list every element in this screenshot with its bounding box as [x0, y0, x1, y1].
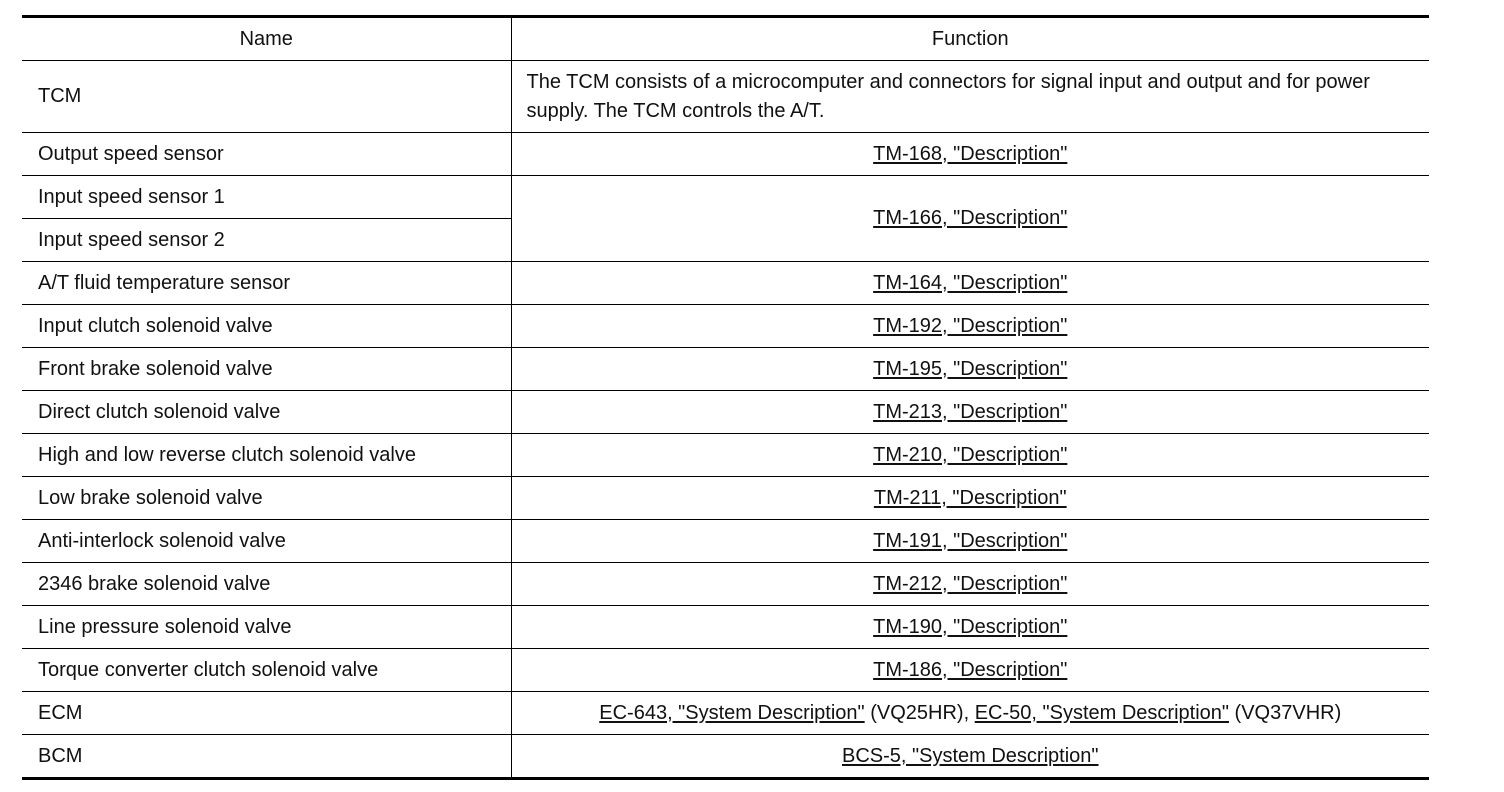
- description-link[interactable]: TM-191, "Description": [873, 529, 1068, 552]
- function-cell: [511, 606, 1429, 649]
- component-name: Line pressure solenoid valve: [22, 606, 511, 649]
- function-cell: [511, 262, 1429, 305]
- component-name: Input speed sensor 2: [22, 219, 511, 262]
- component-name: Direct clutch solenoid valve: [22, 391, 511, 434]
- function-cell: [511, 133, 1429, 176]
- description-link[interactable]: TM-212, "Description": [873, 572, 1068, 595]
- system-description-link-vq25hr[interactable]: EC-643, "System Description": [599, 701, 865, 724]
- description-link[interactable]: TM-211, "Description": [873, 486, 1067, 509]
- table-row: [22, 133, 1429, 176]
- engine-note-vq25hr: (VQ25HR): [870, 701, 964, 724]
- function-cell: EC-643, "System Description" (VQ25HR), EC-50, "System Description" (VQ37VHR): [511, 692, 1429, 735]
- description-link[interactable]: TM-210, "Description": [873, 443, 1068, 466]
- table-row: [22, 649, 1429, 692]
- component-name: Input speed sensor 1: [22, 176, 511, 219]
- name-column-header: Name: [22, 17, 511, 61]
- component-name: Anti-interlock solenoid valve: [22, 520, 511, 563]
- table-row: [22, 176, 1429, 219]
- component-name: High and low reverse clutch solenoid valve: [22, 434, 511, 477]
- table-row: [22, 735, 1429, 779]
- component-name: Torque converter clutch solenoid valve: [22, 649, 511, 692]
- table-row: [22, 262, 1429, 305]
- description-link[interactable]: TM-213, "Description": [873, 400, 1068, 423]
- table-row: [22, 61, 1429, 133]
- table-row: [22, 391, 1429, 434]
- function-cell: [511, 348, 1429, 391]
- engine-note-vq37vhr: (VQ37VHR): [1234, 701, 1342, 724]
- component-function-table: [22, 15, 1429, 780]
- description-link[interactable]: TM-190, "Description": [873, 615, 1068, 638]
- description-link[interactable]: TM-186, "Description": [873, 658, 1068, 681]
- table-row: [22, 563, 1429, 606]
- function-cell: [511, 391, 1429, 434]
- component-name: TCM: [22, 61, 511, 133]
- system-description-link-vq37vhr[interactable]: EC-50, "System Description": [974, 701, 1229, 724]
- table-row: [22, 520, 1429, 563]
- component-name: Low brake solenoid valve: [22, 477, 511, 520]
- function-cell: [511, 520, 1429, 563]
- function-cell: [511, 649, 1429, 692]
- description-link[interactable]: TM-166, "Description": [873, 207, 1068, 229]
- description-link[interactable]: TM-195, "Description": [873, 357, 1068, 380]
- component-name: Input clutch solenoid valve: [22, 305, 511, 348]
- function-cell: [511, 305, 1429, 348]
- function-cell: [511, 477, 1429, 520]
- function-text: The TCM consists of a microcomputer and connectors for signal input and output and for power supply. The TCM controls the A/T.: [511, 61, 1429, 133]
- table-row: [22, 348, 1429, 391]
- component-name: ECM: [22, 692, 511, 735]
- table-row: [22, 477, 1429, 520]
- component-name: Output speed sensor: [22, 133, 511, 176]
- component-name: A/T fluid temperature sensor: [22, 262, 511, 305]
- function-column-header: Function: [511, 17, 1429, 61]
- table-row: [22, 692, 1429, 735]
- component-name: Front brake solenoid valve: [22, 348, 511, 391]
- table-row: [22, 305, 1429, 348]
- component-name: BCM: [22, 735, 511, 779]
- table-row: [22, 606, 1429, 649]
- table-row: [22, 434, 1429, 477]
- function-cell: [511, 735, 1429, 779]
- system-description-link[interactable]: BCS-5, "System Description": [842, 744, 1099, 767]
- function-cell: [511, 176, 1429, 262]
- function-cell: [511, 563, 1429, 606]
- component-name: 2346 brake solenoid valve: [22, 563, 511, 606]
- function-cell: [511, 434, 1429, 477]
- table-header-row: [22, 17, 1429, 61]
- description-link[interactable]: TM-164, "Description": [873, 271, 1068, 294]
- description-link[interactable]: TM-192, "Description": [873, 314, 1068, 337]
- description-link[interactable]: TM-168, "Description": [873, 142, 1068, 165]
